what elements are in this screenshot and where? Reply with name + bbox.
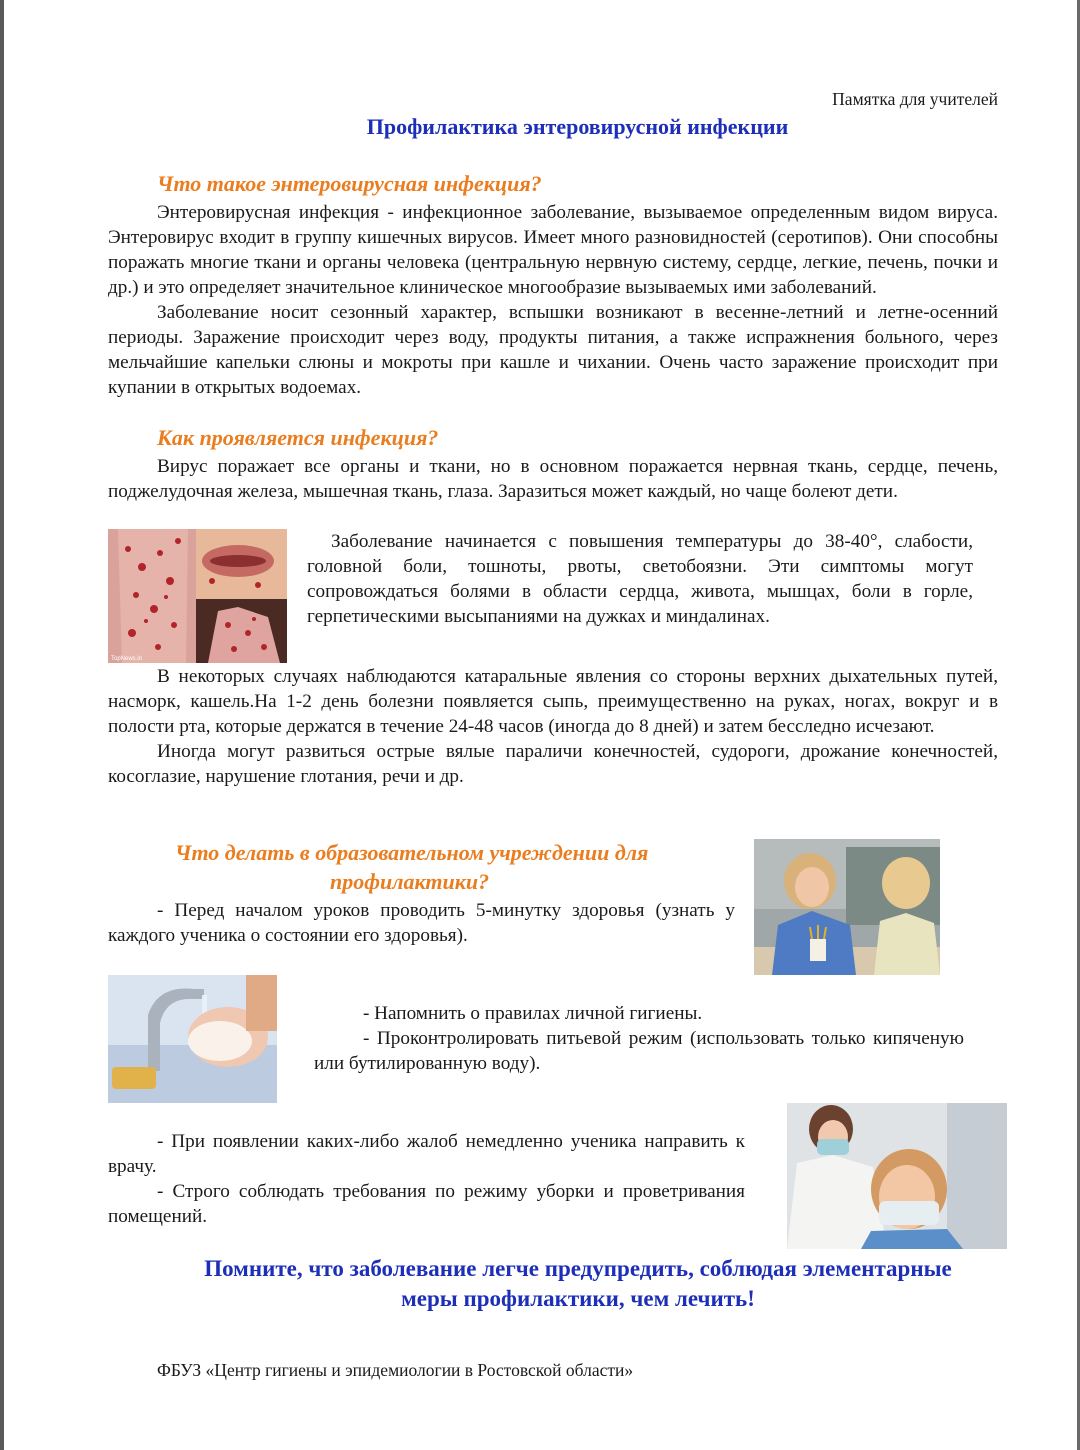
document-note: Памятка для учителей	[832, 89, 998, 109]
closing-message-line2: меры профилактики, чем лечить!	[401, 1286, 755, 1311]
prevention-item-doctor: - При появлении каких-либо жалоб немедленно ученика направить к врачу.	[108, 1131, 745, 1177]
closing-message-line1: Помните, что заболевание легче предупредить, соблюдая элементарные	[204, 1256, 952, 1281]
section-heading-what-is: Что такое энтеровирусная инфекция?	[157, 171, 542, 196]
prevention-item-drinking: - Проконтролировать питьевой режим (использовать только кипяченую или бутилированную воду).	[314, 1028, 964, 1074]
prevention-item-hygiene: - Напомнить о правилах личной гигиены.	[363, 1003, 703, 1024]
handwashing-photo	[108, 975, 277, 1103]
paragraph-complications: Иногда могут развиться острые вялые параличи конечностей, судороги, дрожание конечностей, косоглазие, нарушение глотания, речи и др.	[108, 741, 998, 787]
paragraph-seasonality: Заболевание носит сезонный характер, вспышки возникают в весенне-летний и летне-осенний периоды. Заражение происходит через воду, продукты питания, а также испражнения больного, через мельчайшие капельки слюны и мокроты при кашле и чихании. Очень часто заражение происходит при купании в открытых водоемах.	[108, 302, 998, 398]
page-edge-left	[0, 0, 4, 1450]
paragraph-affected-organs: Вирус поражает все органы и ткани, но в основном поражается нервная ткань, сердце, печень, поджелудочная железа, мышечная ткань, глаза. Заразиться может каждый, но чаще болеют дети.	[108, 456, 998, 502]
paragraph-catarrhal: В некоторых случаях наблюдаются катаральные явления со стороны верхних дыхательных путей, насморк, кашель.На 1-2 день болезни появляется сыпь, преимущественно на руках, ногах, вокруг и в полости рта, которые держатся в течение 24-48 часов (иногда до 8 дней) и затем бесследно исчезают.	[108, 666, 998, 737]
doctor-child-photo	[787, 1103, 1007, 1249]
rash-photo	[108, 529, 287, 663]
footer-organization: ФБУЗ «Центр гигиены и эпидемиологии в Ростовской области»	[157, 1360, 634, 1380]
rash-photo-caption: TopNews.in	[111, 656, 143, 662]
teacher-student-photo	[754, 839, 940, 975]
document-title: Профилактика энтеровирусной инфекции	[366, 114, 789, 139]
section-heading-prevention-line1: Что делать в образовательном учреждении для	[175, 840, 649, 865]
section-heading-symptoms: Как проявляется инфекция?	[157, 425, 439, 450]
section-heading-prevention-line2: профилактики?	[330, 869, 490, 894]
paragraph-onset: Заболевание начинается с повышения температуры до 38-40°, слабости, головной боли, тошноты, рвоты, светобоязни. Эти симптомы могут сопровождаться болями в области сердца, живота, мышцах, боли в горле, герпетическими высыпаниями на дужках и миндалинах.	[307, 531, 973, 627]
prevention-item-cleaning: - Строго соблюдать требования по режиму уборки и проветривания помещений.	[108, 1181, 745, 1227]
prevention-item-health-check: - Перед началом уроков проводить 5-минутку здоровья (узнать у каждого ученика о состоянии его здоровья).	[108, 900, 735, 946]
paragraph-definition: Энтеровирусная инфекция - инфекционное заболевание, вызываемое определенным видом вируса. Энтеровирус входит в группу кишечных вирусов. Имеет много разновидностей (серотипов). Они способны поражать многие ткани и органы человека (центральную нервную систему, сердце, легкие, печень, почки и др.) и это определяет значительное клиническое многообразие вызываемых ими заболеваний.	[108, 202, 998, 298]
